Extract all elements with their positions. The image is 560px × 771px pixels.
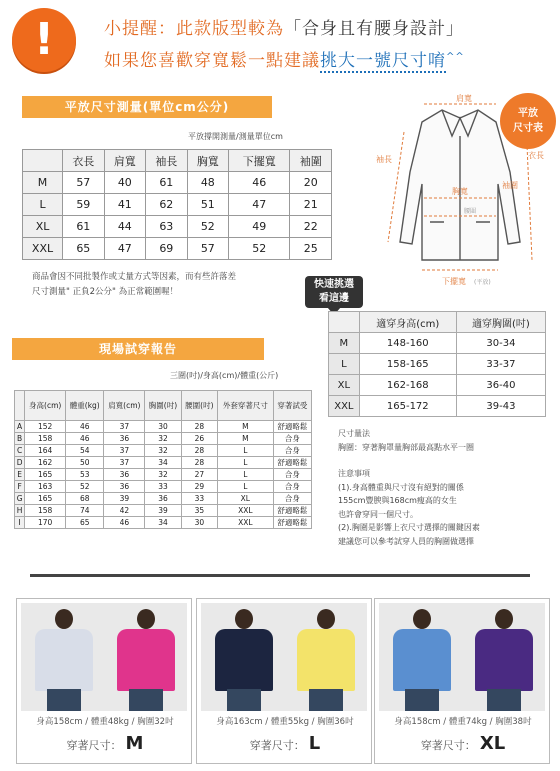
- table-cell: 34: [145, 517, 181, 529]
- table-cell: 20: [290, 172, 332, 194]
- size-table-row: [23, 238, 332, 260]
- header-cell: 穿著試受: [273, 391, 311, 421]
- wearing-label: 穿著尺寸：: [420, 739, 476, 752]
- header-cell: 胸圍(吋): [145, 391, 181, 421]
- table-cell: 34: [145, 457, 181, 469]
- notice-suffix: ^^: [446, 51, 465, 63]
- table-cell: 158-165: [359, 354, 456, 375]
- model-figure: [465, 603, 543, 711]
- quick-pick-line: 快速挑選: [314, 279, 354, 290]
- table-cell: 36: [145, 493, 181, 505]
- table-cell: 合身: [273, 445, 311, 457]
- table-cell: 合身: [273, 493, 311, 505]
- wearing-size: M: [125, 733, 144, 754]
- quick-pick-badge: [305, 276, 363, 308]
- label-sleeve: 袖長: [376, 155, 392, 164]
- table-cell: 30: [181, 517, 217, 529]
- model-figure: [205, 603, 283, 711]
- table-cell: 47: [104, 238, 146, 260]
- table-cell: 35: [181, 505, 217, 517]
- header-cell: 胸寬: [187, 150, 229, 172]
- table-cell: 28: [181, 457, 217, 469]
- fit-table-row: [329, 396, 546, 417]
- table-cell: L: [218, 445, 274, 457]
- table-cell: 44: [104, 216, 146, 238]
- table-cell: 36-40: [456, 375, 545, 396]
- table-cell: 26: [181, 433, 217, 445]
- model-photo: [201, 603, 367, 711]
- table-cell: 41: [104, 194, 146, 216]
- header-cell: [329, 312, 360, 333]
- tryon-title: 現場試穿報告: [12, 338, 264, 360]
- tryon-table-row: [15, 469, 312, 481]
- row-label: G: [15, 493, 25, 505]
- size-subnote: 平放撐開測量/測量單位cm: [188, 132, 283, 141]
- table-cell: 57: [187, 238, 229, 260]
- model-figure: [287, 603, 365, 711]
- table-cell: 46: [104, 517, 145, 529]
- row-label: M: [23, 172, 63, 194]
- model-card: [374, 598, 550, 764]
- table-cell: 27: [181, 469, 217, 481]
- label-hem: 下擺寬: [442, 277, 466, 286]
- model-wearing: [17, 733, 193, 754]
- table-cell: 46: [66, 421, 104, 433]
- table-cell: 165: [25, 493, 66, 505]
- measurement-disclaimer: [32, 270, 236, 300]
- table-cell: 29: [181, 481, 217, 493]
- table-cell: 46: [66, 433, 104, 445]
- tryon-table-row: [15, 481, 312, 493]
- table-cell: 33: [181, 493, 217, 505]
- notice-quote: 「合身且有腰身設計」: [284, 19, 464, 39]
- fit-table-row: [329, 375, 546, 396]
- tryon-table-row: [15, 457, 312, 469]
- table-cell: 舒適略鬆: [273, 505, 311, 517]
- tryon-table-row: [15, 505, 312, 517]
- table-cell: 162-168: [359, 375, 456, 396]
- table-cell: 165: [25, 469, 66, 481]
- label-hem-note: (平放): [474, 279, 491, 286]
- table-cell: 舒適略鬆: [273, 457, 311, 469]
- table-cell: 69: [146, 238, 188, 260]
- header-cell: 肩寬: [104, 150, 146, 172]
- tryon-table-row: [15, 421, 312, 433]
- size-section-title: 平放尺寸測量(單位cm公分): [22, 96, 272, 118]
- header-cell: 外套穿著尺寸: [218, 391, 274, 421]
- tryon-table-row: [15, 517, 312, 529]
- table-cell: 158: [25, 433, 66, 445]
- table-cell: 54: [66, 445, 104, 457]
- table-cell: 164: [25, 445, 66, 457]
- table-cell: L: [218, 481, 274, 493]
- size-table-row: [23, 172, 332, 194]
- notes-caution-line: (1).身高體重與尺寸沒有絕對的關係: [338, 482, 464, 492]
- table-cell: 32: [145, 433, 181, 445]
- model-card: [196, 598, 372, 764]
- size-table-row: [23, 216, 332, 238]
- table-cell: 57: [63, 172, 105, 194]
- disclaimer-line: 商品會因不同批製作或丈量方式等因素，而有些許落差: [32, 272, 237, 282]
- tryon-unit-note: 三圍(吋)/身高(cm)/體重(公斤): [170, 371, 279, 380]
- table-cell: 63: [146, 216, 188, 238]
- label-cuff: 袖圍: [502, 181, 518, 190]
- table-cell: 合身: [273, 469, 311, 481]
- table-cell: 33: [145, 481, 181, 493]
- header-cell: 適穿胸圍(吋): [456, 312, 545, 333]
- table-cell: 59: [63, 194, 105, 216]
- table-cell: 30-34: [456, 333, 545, 354]
- table-cell: 65: [66, 517, 104, 529]
- tryon-table-row: [15, 493, 312, 505]
- table-cell: 32: [145, 469, 181, 481]
- model-figure: [383, 603, 461, 711]
- table-cell: 30: [145, 421, 181, 433]
- table-cell: XXL: [218, 517, 274, 529]
- notice-prefix-1: 小提醒：此款版型較為: [104, 19, 284, 39]
- tryon-table-row: [15, 445, 312, 457]
- model-figure: [25, 603, 103, 711]
- row-label: F: [15, 481, 25, 493]
- wearing-size: L: [308, 733, 321, 754]
- table-cell: 37: [104, 421, 145, 433]
- table-cell: 21: [290, 194, 332, 216]
- header-cell: 體重(kg): [66, 391, 104, 421]
- table-cell: M: [218, 433, 274, 445]
- callout-text: 平放 尺寸表: [513, 108, 543, 134]
- table-cell: 148-160: [359, 333, 456, 354]
- table-cell: 39-43: [456, 396, 545, 417]
- header-cell: 袖圍: [290, 150, 332, 172]
- table-cell: XL: [218, 493, 274, 505]
- notes-size-heading: 尺寸量法: [338, 429, 370, 438]
- header-cell: 袖長: [146, 150, 188, 172]
- table-cell: 33-37: [456, 354, 545, 375]
- table-cell: 53: [66, 469, 104, 481]
- wearing-label: 穿著尺寸：: [249, 739, 305, 752]
- row-label: L: [329, 354, 360, 375]
- model-card: [16, 598, 192, 764]
- notes-size-text: 胸圍：穿著胸罩量胸部最高點水平一圈: [338, 442, 474, 452]
- table-cell: 舒適略鬆: [273, 517, 311, 529]
- header-cell: [23, 150, 63, 172]
- model-photo: [21, 603, 187, 711]
- table-cell: 52: [229, 238, 290, 260]
- row-label: XXL: [329, 396, 360, 417]
- table-cell: 40: [104, 172, 146, 194]
- notice-prefix-2: 如果您喜歡穿寬鬆一點建議: [104, 51, 320, 71]
- tryon-table-row: [15, 433, 312, 445]
- header-cell: 下擺寬: [229, 150, 290, 172]
- row-label: L: [23, 194, 63, 216]
- row-label: XL: [23, 216, 63, 238]
- table-cell: 25: [290, 238, 332, 260]
- table-cell: 39: [145, 505, 181, 517]
- model-caption: 身高158cm / 體重74kg / 胸圍38吋: [394, 717, 532, 727]
- size-table-row: [23, 194, 332, 216]
- notice-line-1: [104, 14, 464, 39]
- label-length: 衣長: [528, 151, 544, 160]
- table-cell: 32: [145, 445, 181, 457]
- model-figure: [107, 603, 185, 711]
- row-label: M: [329, 333, 360, 354]
- notes-caution-line: 155cm豐腴與168cm瘦高的女生: [338, 496, 457, 505]
- table-cell: 165-172: [359, 396, 456, 417]
- size-notice: [0, 0, 560, 86]
- table-cell: 28: [181, 445, 217, 457]
- notes-caution-line: (2).胸圍是影響上衣尺寸選擇的關鍵因素: [338, 523, 480, 532]
- header-cell: 身高(cm): [25, 391, 66, 421]
- table-cell: 39: [104, 493, 145, 505]
- notes-caution-line: 也許會穿同一個尺寸。: [338, 509, 418, 519]
- notice-highlight: 挑大一號尺寸唷: [320, 51, 446, 71]
- table-cell: 22: [290, 216, 332, 238]
- table-cell: 合身: [273, 481, 311, 493]
- row-label: I: [15, 517, 25, 529]
- quick-pick-line: 看這邊: [319, 293, 349, 304]
- label-chest: 胸寬: [452, 187, 468, 196]
- table-cell: XXL: [218, 505, 274, 517]
- disclaimer-line: 尺寸測量" 正負2公分" 為正常範圍喔！: [32, 287, 179, 297]
- model-wearing: [197, 733, 373, 754]
- measurement-notes: [338, 427, 480, 548]
- table-cell: L: [218, 469, 274, 481]
- exclamation-icon: !: [12, 8, 76, 72]
- table-cell: 61: [63, 216, 105, 238]
- label-shoulder: 肩寬: [456, 94, 472, 103]
- table-cell: 170: [25, 517, 66, 529]
- header-cell: 肩寬(cm): [104, 391, 145, 421]
- notice-line-2: [104, 46, 465, 71]
- section-divider: [30, 574, 530, 577]
- fit-table-row: [329, 354, 546, 375]
- tryon-table: [14, 390, 312, 529]
- table-cell: 68: [66, 493, 104, 505]
- row-label: B: [15, 433, 25, 445]
- label-waist: 腰圍: [464, 208, 477, 215]
- table-cell: 36: [104, 481, 145, 493]
- table-cell: 49: [229, 216, 290, 238]
- row-label: H: [15, 505, 25, 517]
- table-cell: 52: [66, 481, 104, 493]
- model-caption: 身高163cm / 體重55kg / 胸圍36吋: [216, 717, 354, 727]
- row-label: XL: [329, 375, 360, 396]
- row-label: A: [15, 421, 25, 433]
- table-cell: 36: [104, 469, 145, 481]
- notes-caution-line: 建議您可以參考試穿人員的胸圍做選擇: [338, 536, 474, 546]
- table-cell: 158: [25, 505, 66, 517]
- wearing-label: 穿著尺寸：: [66, 739, 122, 752]
- table-cell: 52: [187, 216, 229, 238]
- tryon-table-header: [15, 391, 312, 421]
- table-cell: 51: [187, 194, 229, 216]
- fit-table: [328, 311, 546, 417]
- table-cell: 152: [25, 421, 66, 433]
- table-cell: 合身: [273, 433, 311, 445]
- table-cell: 舒適略鬆: [273, 421, 311, 433]
- table-cell: 162: [25, 457, 66, 469]
- notes-caution-heading: 注意事項: [338, 469, 370, 478]
- table-cell: 61: [146, 172, 188, 194]
- row-label: XXL: [23, 238, 63, 260]
- model-caption: 身高158cm / 體重48kg / 胸圍32吋: [36, 717, 174, 727]
- table-cell: 37: [104, 457, 145, 469]
- row-label: D: [15, 457, 25, 469]
- table-cell: 62: [146, 194, 188, 216]
- flat-size-callout: [500, 93, 556, 149]
- fit-table-row: [329, 333, 546, 354]
- table-cell: 163: [25, 481, 66, 493]
- table-cell: 28: [181, 421, 217, 433]
- header-cell: 腰圍(吋): [181, 391, 217, 421]
- table-cell: 37: [104, 445, 145, 457]
- model-photo: [379, 603, 545, 711]
- size-table-header: [23, 150, 332, 172]
- table-cell: 74: [66, 505, 104, 517]
- model-photos: [16, 598, 550, 764]
- row-label: E: [15, 469, 25, 481]
- table-cell: 65: [63, 238, 105, 260]
- header-cell: [15, 391, 25, 421]
- table-cell: 50: [66, 457, 104, 469]
- fit-table-header: [329, 312, 546, 333]
- size-table: [22, 149, 332, 260]
- table-cell: 46: [229, 172, 290, 194]
- table-cell: 36: [104, 433, 145, 445]
- header-cell: 適穿身高(cm): [359, 312, 456, 333]
- row-label: C: [15, 445, 25, 457]
- table-cell: 48: [187, 172, 229, 194]
- header-cell: 衣長: [63, 150, 105, 172]
- table-cell: L: [218, 457, 274, 469]
- wearing-size: XL: [479, 733, 506, 754]
- table-cell: M: [218, 421, 274, 433]
- model-wearing: [375, 733, 551, 754]
- table-cell: 42: [104, 505, 145, 517]
- table-cell: 47: [229, 194, 290, 216]
